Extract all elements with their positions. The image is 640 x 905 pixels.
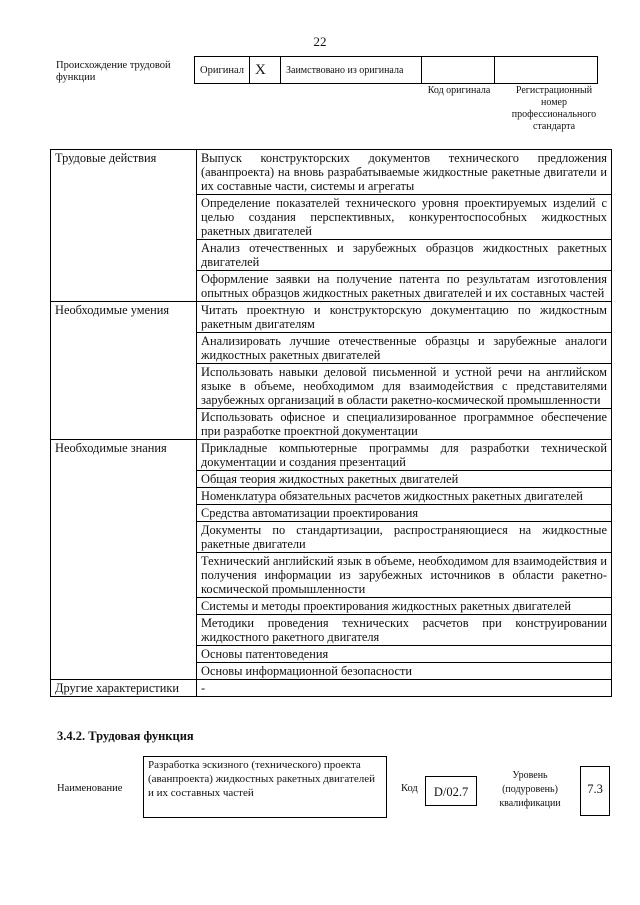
knowledge-item: Средства автоматизации проектирования <box>197 505 612 522</box>
knowledge-item: Методики проведения технических расчетов при конструировании жидкостного ракетного двигателя <box>197 615 612 646</box>
section-title: 3.4.2. Трудовая функция <box>57 729 194 743</box>
knowledge-item: Технический английский язык в объеме, необходимом для взаимодействия и получения информации из зарубежных источников в области ракетно-космической промышленности <box>197 553 612 598</box>
reg-number-cell <box>495 57 598 84</box>
labor-actions-label: Трудовые действия <box>51 150 197 302</box>
knowledge-item: Документы по стандартизации, распространяющиеся на жидкостные ракетные двигатели <box>197 522 612 553</box>
code-original-cell <box>422 57 495 84</box>
knowledge-item: Прикладные компьютерные программы для разработки технической документации и создания презентаций <box>197 440 612 471</box>
borrowed-label: Заимствовано из оригинала <box>281 57 422 84</box>
knowledge-item: Основы информационной безопасности <box>197 663 612 680</box>
name-label: Наименование <box>57 783 123 794</box>
skill-item: Использовать офисное и специализированное программное обеспечение при разработке проектной документации <box>197 409 612 440</box>
labor-action-item: Анализ отечественных и зарубежных образцов жидкостных ракетных двигателей <box>197 240 612 271</box>
knowledge-item: Системы и методы проектирования жидкостных ракетных двигателей <box>197 598 612 615</box>
name-value: Разработка эскизного (технического) проекта (аванпроекта) жидкостных ракетных двигателей и их составных частей <box>143 756 387 818</box>
reg-number-caption: Регистрационный номер профессионального стандарта <box>511 85 597 132</box>
other-value: - <box>197 680 612 697</box>
code-label: Код <box>401 783 418 794</box>
origin-label: Происхождение трудовой функции <box>56 60 171 83</box>
skill-item: Анализировать лучшие отечественные образцы и зарубежные аналоги жидкостных ракетных двигателей <box>197 333 612 364</box>
labor-action-item: Определение показателей технического уровня проектируемых изделий с целью создания перспективных, конкурентоспособных жидкостных ракетных двигателей <box>197 195 612 240</box>
skill-item: Читать проектную и конструкторскую документацию по жидкостным ракетным двигателям <box>197 302 612 333</box>
code-original-caption: Код оригинала <box>427 85 491 96</box>
origin-table <box>194 56 598 84</box>
skills-label: Необходимые умения <box>51 302 197 440</box>
knowledge-item: Основы патентоведения <box>197 646 612 663</box>
level-value: 7.3 <box>580 766 610 816</box>
other-label: Другие характеристики <box>51 680 197 697</box>
knowledge-label: Необходимые знания <box>51 440 197 680</box>
function-table <box>50 149 612 697</box>
original-label: Оригинал <box>195 57 250 84</box>
original-mark: X <box>250 57 281 84</box>
code-value: D/02.7 <box>425 776 477 806</box>
page-number: 22 <box>313 34 327 49</box>
knowledge-item: Номенклатура обязательных расчетов жидкостных ракетных двигателей <box>197 488 612 505</box>
level-label: Уровень (подуровень) квалификации <box>499 770 561 809</box>
skill-item: Использовать навыки деловой письменной и устной речи на английском языке в объеме, необходимом для взаимодействия с представителями зарубежных организаций в области ракетно-космической промышленности <box>197 364 612 409</box>
labor-action-item: Оформление заявки на получение патента по результатам изготовления опытных образцов жидкостных ракетных двигателей и их составных частей <box>197 271 612 302</box>
labor-action-item: Выпуск конструкторских документов технического предложения (аванпроекта) на вновь разрабатываемые жидкостные ракетные двигатели и их составные части, системы и агрегаты <box>197 150 612 195</box>
knowledge-item: Общая теория жидкостных ракетных двигателей <box>197 471 612 488</box>
